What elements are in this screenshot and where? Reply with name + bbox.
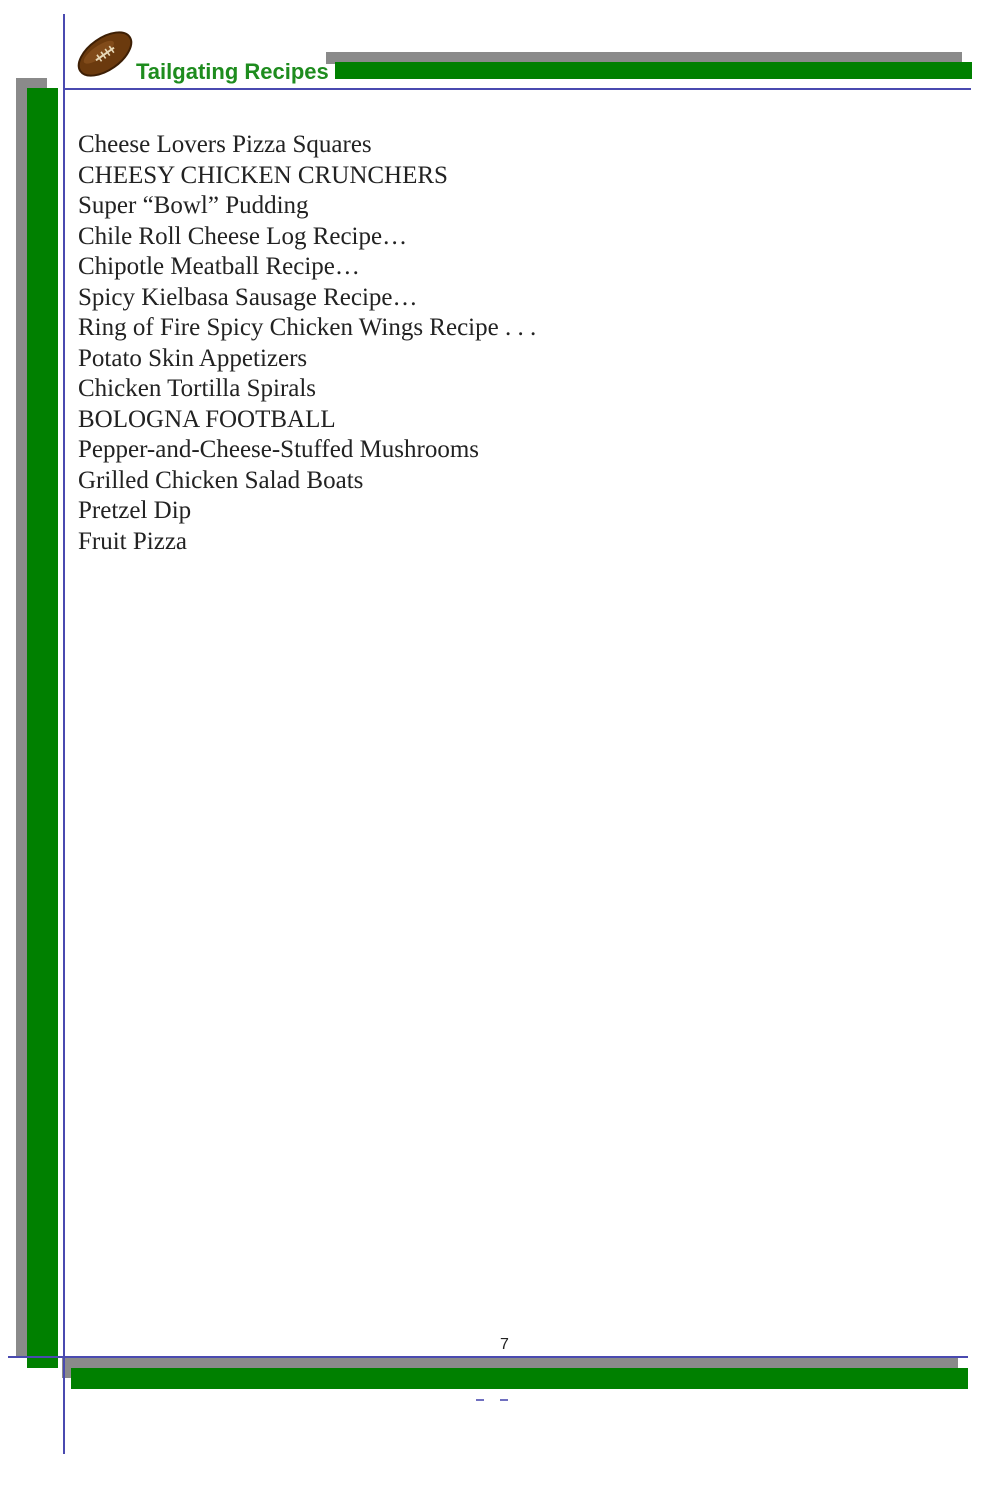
page-number: 7 bbox=[500, 1336, 509, 1353]
footer-rule bbox=[8, 1356, 968, 1358]
footer-dash bbox=[476, 1399, 484, 1401]
header-rule bbox=[63, 88, 971, 90]
list-item: Pretzel Dip bbox=[78, 497, 192, 524]
recipe-list bbox=[78, 130, 536, 557]
top-green-bar bbox=[335, 62, 972, 79]
list-item: Spicy Kielbasa Sausage Recipe… bbox=[78, 283, 418, 311]
football-icon bbox=[74, 26, 136, 82]
list-item: Grilled Chicken Salad Boats bbox=[78, 466, 364, 494]
list-item: Ring of Fire Spicy Chicken Wings Recipe . . . bbox=[78, 314, 537, 341]
footer-dash bbox=[500, 1399, 508, 1401]
footer-marks bbox=[476, 1396, 508, 1404]
list-item: Chicken Tortilla Spirals bbox=[78, 375, 317, 402]
list-item: Chipotle Meatball Recipe… bbox=[78, 253, 360, 280]
list-item: Fruit Pizza bbox=[78, 527, 188, 555]
list-item: Chile Roll Cheese Log Recipe… bbox=[78, 222, 408, 250]
list-item: Super “Bowl” Pudding bbox=[78, 192, 309, 219]
page-title: Tailgating Recipes bbox=[136, 59, 329, 84]
list-item: Potato Skin Appetizers bbox=[78, 344, 308, 372]
list-item: CHEESY CHICKEN CRUNCHERS bbox=[78, 161, 448, 189]
vertical-rule bbox=[63, 14, 65, 1454]
list-item: BOLOGNA FOOTBALL bbox=[78, 405, 336, 433]
left-green-bar bbox=[27, 88, 58, 1368]
list-item: Pepper-and-Cheese-Stuffed Mushrooms bbox=[78, 436, 480, 463]
list-item: Cheese Lovers Pizza Squares bbox=[78, 131, 372, 158]
bottom-green-bar bbox=[71, 1368, 968, 1389]
